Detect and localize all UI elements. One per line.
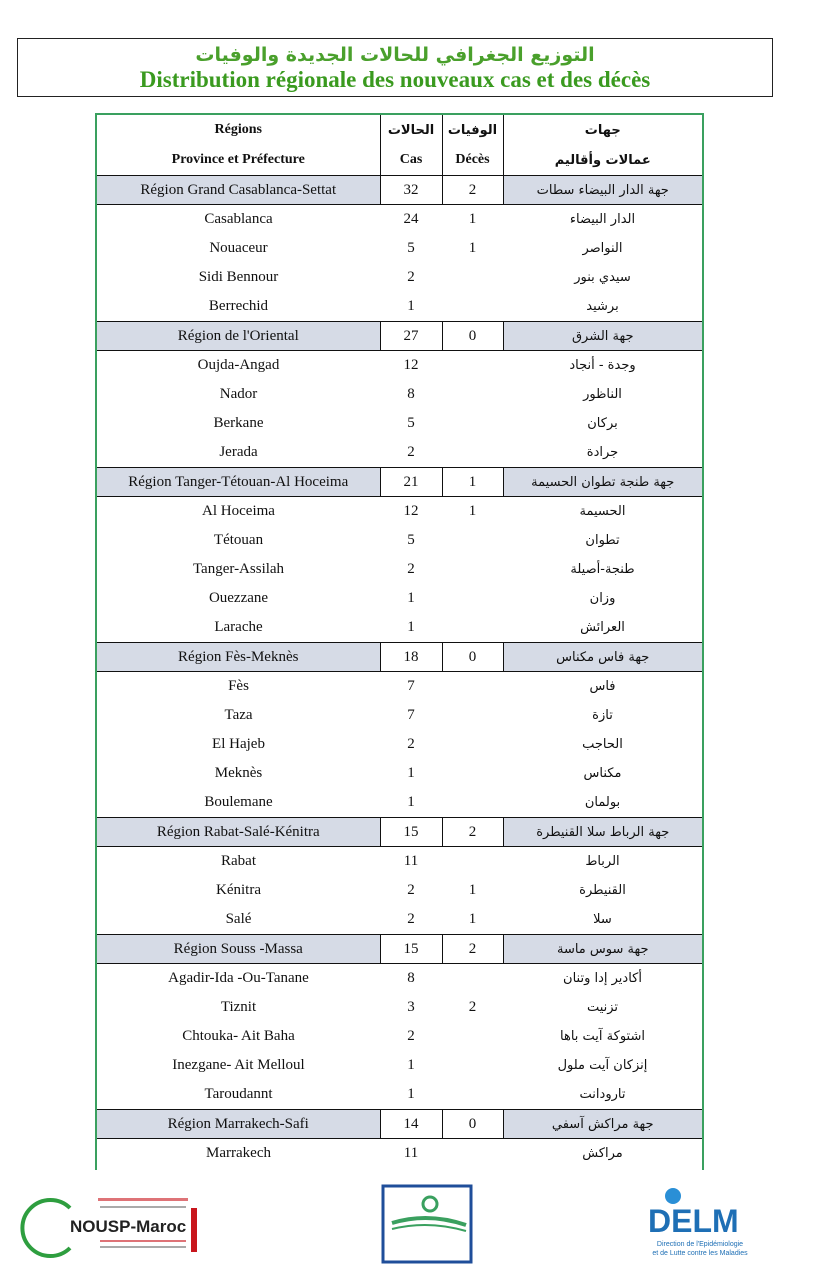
name-fr-cell: Kénitra — [216, 882, 261, 898]
name-fr-cell: Tanger-Assilah — [192, 561, 285, 577]
name-fr-cell: Taza — [224, 707, 253, 723]
deces-cell: 1 — [468, 503, 477, 519]
name-ar-cell: جهة فاس مكناس — [503, 643, 702, 672]
name-fr-cell: Casablanca — [204, 211, 273, 227]
cas-cell: 18 — [380, 643, 442, 672]
name-fr-cell: Taroudannt — [204, 1086, 273, 1102]
header-province: Province et Préfecture — [171, 152, 305, 167]
cas-cell: 1 — [407, 765, 415, 781]
deces-cell — [442, 788, 503, 818]
province-row — [97, 263, 702, 292]
nousp-logo — [22, 1195, 204, 1256]
delm-dot-icon — [665, 1188, 681, 1204]
region-row — [97, 468, 702, 497]
province-row — [97, 409, 702, 438]
delm-logo — [648, 1188, 748, 1257]
name-ar-cell: جهة طنجة تطوان الحسيمة — [503, 468, 702, 497]
name-ar-cell: الدار البيضاء — [569, 212, 636, 227]
deces-cell: 1 — [468, 911, 477, 927]
name-fr-cell: Région Grand Casablanca-Settat — [97, 176, 380, 205]
region-row — [97, 1110, 702, 1139]
cas-cell: 15 — [380, 818, 442, 847]
name-fr-cell: Jerada — [219, 444, 258, 460]
deces-cell — [442, 263, 503, 292]
province-row — [97, 993, 702, 1022]
cas-cell: 21 — [380, 468, 442, 497]
name-fr-cell: Nouaceur — [209, 240, 268, 256]
name-ar-cell: تزنيت — [586, 1000, 619, 1015]
cas-cell: 11 — [403, 1145, 419, 1161]
name-ar-cell: جهة مراكش آسفي — [503, 1110, 702, 1139]
delm-text: DELM — [648, 1203, 739, 1239]
cas-cell: 2 — [407, 911, 415, 927]
name-fr-cell: Fès — [228, 678, 249, 694]
name-ar-cell: الحسيمة — [579, 504, 626, 519]
cas-cell: 7 — [407, 707, 415, 723]
deces-cell — [442, 964, 503, 994]
deces-cell: 2 — [442, 818, 503, 847]
cas-cell: 2 — [407, 269, 415, 285]
header-province-ar: عمالات وأقاليم — [554, 152, 651, 168]
cas-cell: 7 — [407, 678, 415, 694]
cas-cell: 11 — [403, 853, 419, 869]
name-ar-cell: طنجة-أصيلة — [570, 562, 635, 577]
region-row — [97, 935, 702, 964]
name-ar-cell: جهة سوس ماسة — [503, 935, 702, 964]
province-row — [97, 730, 702, 759]
crescent-icon — [423, 1197, 437, 1211]
name-fr-cell: Inezgane- Ait Melloul — [172, 1057, 305, 1073]
name-ar-cell: الرباط — [585, 854, 620, 869]
cas-cell: 2 — [407, 1028, 415, 1044]
name-fr-cell: Agadir-Ida -Ou-Tanane — [168, 970, 309, 986]
cas-cell: 12 — [403, 357, 419, 373]
name-fr-cell: Meknès — [214, 765, 263, 781]
cas-cell: 1 — [407, 1057, 415, 1073]
province-row — [97, 380, 702, 409]
name-fr-cell: Région Souss -Massa — [97, 935, 380, 964]
name-ar-cell: الحاجب — [582, 737, 623, 752]
cas-cell: 5 — [407, 240, 415, 256]
province-row — [97, 613, 702, 643]
name-fr-cell: Nador — [219, 386, 258, 402]
deces-cell — [442, 526, 503, 555]
province-row — [97, 438, 702, 468]
deces-cell — [442, 292, 503, 322]
cas-cell: 15 — [380, 935, 442, 964]
name-ar-cell: أكادير إدا وتنان — [563, 971, 642, 986]
deces-cell: 2 — [468, 999, 477, 1015]
title-arabic: التوزيع الجغرافي للحالات الجديدة والوفيات — [195, 44, 595, 66]
table-header-row-1 — [97, 115, 702, 145]
delm-subtitle-1: Direction de l'Epidémiologie — [656, 1241, 744, 1248]
province-row — [97, 526, 702, 555]
cas-cell: 8 — [407, 386, 415, 402]
name-fr-cell: Région de l'Oriental — [97, 322, 380, 351]
deces-cell: 1 — [468, 240, 477, 256]
name-ar-cell: جهة الدار البيضاء سطات — [503, 176, 702, 205]
name-ar-cell: العرائش — [580, 620, 625, 635]
province-row — [97, 876, 702, 905]
delm-subtitle-2: et de Lutte contre les Maladies — [652, 1250, 748, 1257]
deces-cell — [442, 584, 503, 613]
deces-cell — [442, 701, 503, 730]
province-row — [97, 234, 702, 263]
province-row — [97, 1080, 702, 1110]
deces-cell — [442, 409, 503, 438]
name-fr-cell: Boulemane — [204, 794, 273, 810]
province-row — [97, 672, 702, 702]
name-fr-cell: Tétouan — [213, 532, 264, 548]
region-row — [97, 322, 702, 351]
cas-cell: 1 — [407, 619, 415, 635]
cas-cell: 1 — [407, 794, 415, 810]
deces-cell: 1 — [468, 882, 477, 898]
deces-cell — [442, 1051, 503, 1080]
name-ar-cell: جهة الشرق — [503, 322, 702, 351]
province-row — [97, 292, 702, 322]
name-ar-cell: النواصر — [582, 241, 623, 256]
deces-cell — [442, 438, 503, 468]
name-fr-cell: Salé — [225, 911, 252, 927]
name-ar-cell: سيدي بنور — [574, 270, 631, 285]
cas-cell: 2 — [407, 736, 415, 752]
name-ar-cell: القنيطرة — [579, 883, 626, 898]
province-row — [97, 351, 702, 381]
title-box — [17, 38, 773, 97]
header-regions: Régions — [214, 122, 262, 137]
province-row — [97, 1139, 702, 1169]
deces-cell: 1 — [442, 468, 503, 497]
deces-cell — [442, 730, 503, 759]
deces-cell — [442, 613, 503, 643]
cas-cell: 2 — [407, 444, 415, 460]
province-row — [97, 584, 702, 613]
header-cas: Cas — [380, 145, 442, 176]
header-regions-ar: جهات — [584, 122, 621, 138]
name-ar-cell: مكناس — [583, 766, 622, 781]
name-fr-cell: Chtouka- Ait Baha — [182, 1028, 295, 1044]
province-row — [97, 759, 702, 788]
cas-cell: 1 — [407, 1086, 415, 1102]
cas-cell: 1 — [407, 590, 415, 606]
name-ar-cell: سلا — [593, 912, 612, 927]
deces-cell — [442, 380, 503, 409]
name-ar-cell: تطوان — [585, 533, 620, 548]
name-fr-cell: Marrakech — [206, 1145, 271, 1161]
name-fr-cell: Région Tanger-Tétouan-Al Hoceima — [97, 468, 380, 497]
name-ar-cell: إنزكان آيت ملول — [557, 1058, 648, 1073]
name-fr-cell: Sidi Bennour — [198, 269, 279, 285]
logos-svg — [0, 1180, 835, 1280]
table-header-row-2 — [97, 145, 702, 176]
province-row — [97, 1051, 702, 1080]
cas-cell: 5 — [407, 532, 415, 548]
nousp-red-bar — [191, 1208, 197, 1252]
header-cas-ar: الحالات — [380, 115, 442, 145]
name-fr-cell: El Hajeb — [212, 736, 265, 752]
region-row — [97, 176, 702, 205]
name-fr-cell: Région Marrakech-Safi — [97, 1110, 380, 1139]
deces-cell — [442, 1080, 503, 1110]
cas-cell: 14 — [380, 1110, 442, 1139]
name-ar-cell: اشتوكة آيت باها — [560, 1029, 645, 1044]
name-ar-cell: وجدة - أنجاد — [569, 358, 636, 373]
deces-cell — [442, 1139, 503, 1169]
name-fr-cell: Tiznit — [220, 999, 257, 1015]
name-ar-cell: جرادة — [586, 445, 619, 460]
cas-cell: 2 — [407, 561, 415, 577]
name-fr-cell: Rabat — [221, 853, 256, 869]
name-ar-cell: تازة — [592, 708, 613, 723]
name-ar-cell: فاس — [589, 679, 616, 694]
deces-cell: 1 — [468, 211, 477, 227]
cas-cell: 27 — [380, 322, 442, 351]
name-ar-cell: بولمان — [584, 795, 621, 810]
cas-cell: 24 — [403, 211, 419, 227]
name-ar-cell: تارودانت — [579, 1087, 626, 1102]
header-deces-ar: الوفيات — [442, 115, 503, 145]
name-ar-cell: وزان — [589, 591, 616, 606]
province-row — [97, 701, 702, 730]
title-french: Distribution régionale des nouveaux cas et des décès — [139, 67, 651, 92]
region-row — [97, 818, 702, 847]
name-fr-cell: Berrechid — [208, 298, 269, 314]
footer-logos — [0, 1180, 835, 1280]
deces-cell — [442, 847, 503, 877]
name-fr-cell: Berkane — [213, 415, 264, 431]
cas-cell: 3 — [407, 999, 415, 1015]
deces-cell — [442, 351, 503, 381]
header-deces: Décès — [442, 145, 503, 176]
province-row — [97, 497, 702, 527]
deces-cell — [442, 1022, 503, 1051]
province-row — [97, 205, 702, 235]
deces-cell — [442, 672, 503, 702]
province-row — [97, 555, 702, 584]
province-row — [97, 847, 702, 877]
name-fr-cell: Région Fès-Meknès — [97, 643, 380, 672]
deces-cell: 0 — [442, 1110, 503, 1139]
ministry-logo — [383, 1186, 471, 1262]
name-fr-cell: Région Rabat-Salé-Kénitra — [97, 818, 380, 847]
deces-cell — [442, 555, 503, 584]
province-row — [97, 905, 702, 935]
deces-cell — [442, 759, 503, 788]
cas-cell: 1 — [407, 298, 415, 314]
province-row — [97, 1022, 702, 1051]
name-fr-cell: Al Hoceima — [202, 503, 275, 519]
cas-cell: 32 — [380, 176, 442, 205]
cas-cell: 5 — [407, 415, 415, 431]
name-ar-cell: الناظور — [583, 387, 622, 402]
deces-cell: 0 — [442, 643, 503, 672]
cas-cell: 2 — [407, 882, 415, 898]
name-ar-cell: مراكش — [582, 1146, 623, 1161]
deces-cell: 2 — [442, 935, 503, 964]
deces-cell: 2 — [442, 176, 503, 205]
nousp-text: NOUSP-Maroc — [70, 1217, 187, 1236]
name-ar-cell: برشيد — [586, 299, 619, 314]
name-ar-cell: بركان — [587, 416, 618, 431]
deces-cell: 0 — [442, 322, 503, 351]
name-fr-cell: Larache — [214, 619, 263, 635]
distribution-table — [95, 113, 704, 1170]
name-fr-cell: Ouezzane — [208, 590, 269, 606]
name-fr-cell: Oujda-Angad — [197, 357, 280, 373]
province-row — [97, 788, 702, 818]
cas-cell: 8 — [407, 970, 415, 986]
cas-cell: 12 — [403, 503, 419, 519]
region-row — [97, 643, 702, 672]
province-row — [97, 964, 702, 994]
name-ar-cell: جهة الرباط سلا القنيطرة — [503, 818, 702, 847]
